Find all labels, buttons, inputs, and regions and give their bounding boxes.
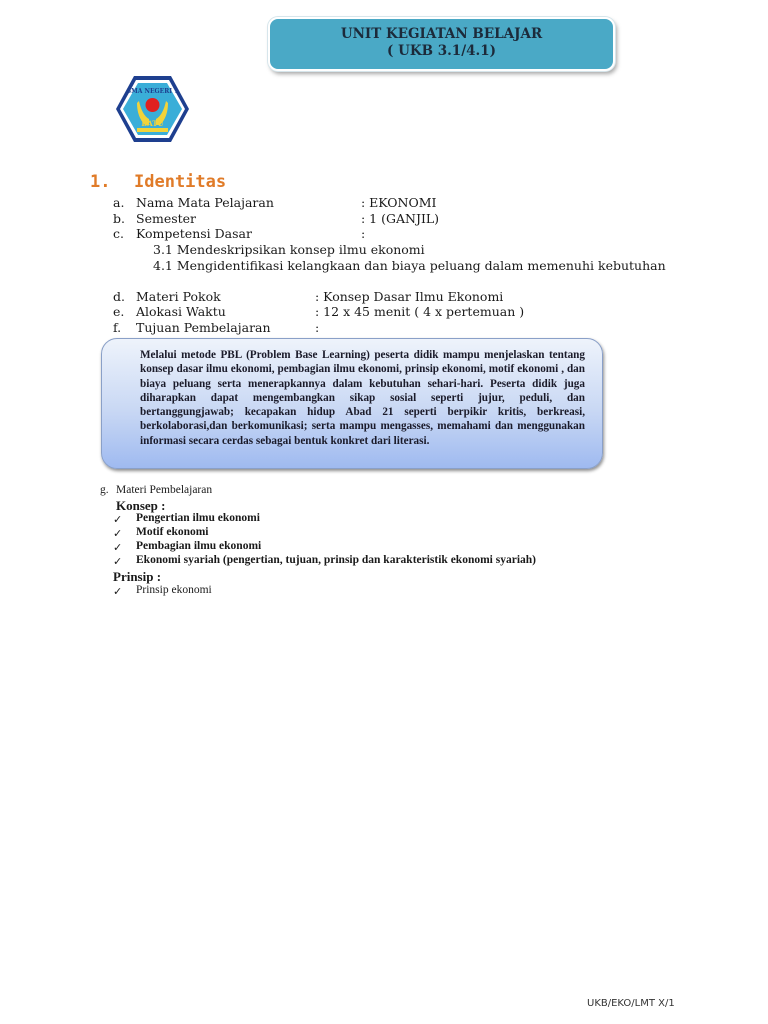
footer-code: UKB/EKO/LMT X/1 xyxy=(587,998,675,1009)
materi-marker: g. xyxy=(100,484,109,496)
identity-item-a xyxy=(113,195,613,211)
section-title: Identitas xyxy=(134,172,227,192)
konsep-item: Ekonomi syariah (pengertian, tujuan, prinsip dan karakteristik ekonomi syariah) xyxy=(136,554,537,566)
konsep-item: Pengertian ilmu ekonomi xyxy=(136,512,260,524)
item-label: Kompetensi Dasar xyxy=(136,226,252,241)
identity-item-f xyxy=(113,320,613,336)
item-label: Semester xyxy=(136,211,197,226)
item-marker: b. xyxy=(113,211,125,226)
title-line-2: ( UKB 3.1/4.1) xyxy=(387,43,496,59)
check-icon: ✓ xyxy=(113,513,123,526)
item-label: Nama Mata Pelajaran xyxy=(136,195,274,210)
check-icon: ✓ xyxy=(113,527,123,540)
school-logo xyxy=(115,75,190,143)
tujuan-pembelajaran-box xyxy=(101,338,603,469)
identity-item-d xyxy=(113,289,613,305)
konsep-heading: Konsep : xyxy=(116,498,166,513)
tujuan-text: Melalui metode PBL (Problem Base Learning) peserta didik mampu menjelaskan tentang konsep dasar ilmu ekonomi, pembagian ilmu ekonomi, prinsip ekonomi, motif ekonomi , dan biaya peluang serta menerapkannya dalam kebutuhan sehari-hari. Peserta didik juga diharapkan dapat mengembangkan sikap sosial seperti jujur, peduli, dan bertanggungjawab; kecapakan hidup Abad 21 seperti berpikir kritis, berkreasi, berkolaborasi,dan berkomunikasi; serta mampu mengasses, memahami dan menggunakan informasi secara cerdas sebagai bentuk konkret dari literasi. xyxy=(140,349,585,447)
check-icon: ✓ xyxy=(113,555,123,568)
item-marker: a. xyxy=(113,195,125,210)
materi-label: Materi Pembelajaran xyxy=(116,484,213,496)
item-value: : EKONOMI xyxy=(361,195,437,210)
item-value: : 1 (GANJIL) xyxy=(361,211,440,226)
identity-item-c xyxy=(113,226,613,242)
item-marker: e. xyxy=(113,304,125,319)
item-label: Materi Pokok xyxy=(136,289,221,304)
konsep-item: Pembagian ilmu ekonomi xyxy=(136,540,262,552)
section-number: 1. xyxy=(90,172,111,192)
item-label: Alokasi Waktu xyxy=(136,304,226,319)
item-value: : xyxy=(361,226,366,241)
section-heading xyxy=(90,172,226,192)
identity-item-b xyxy=(113,211,613,227)
item-value: : xyxy=(315,320,320,335)
identity-item-e xyxy=(113,304,613,320)
item-label: Tujuan Pembelajaran xyxy=(136,320,271,335)
item-marker: f. xyxy=(113,320,122,335)
item-marker: c. xyxy=(113,226,124,241)
item-value: : Konsep Dasar Ilmu Ekonomi xyxy=(315,289,504,304)
school-emblem-icon xyxy=(115,75,190,143)
prinsip-heading: Prinsip : xyxy=(113,569,162,584)
check-icon: ✓ xyxy=(113,541,123,554)
svg-text:BATU: BATU xyxy=(141,119,164,128)
prinsip-item: Prinsip ekonomi xyxy=(136,584,212,596)
title-banner xyxy=(268,17,615,71)
konsep-item: Motif ekonomi xyxy=(136,526,209,538)
kompetensi-4-1: 4.1 Mengidentifikasi kelangkaan dan biaya peluang dalam memenuhi kebutuhan xyxy=(153,258,666,273)
svg-text:SMA NEGERI 1: SMA NEGERI 1 xyxy=(126,88,179,95)
kompetensi-3-1: 3.1 Mendeskripsikan konsep ilmu ekonomi xyxy=(153,242,425,257)
check-icon: ✓ xyxy=(113,585,123,598)
title-line-1: UNIT KEGIATAN BELAJAR xyxy=(340,26,543,42)
item-marker: d. xyxy=(113,289,125,304)
item-value: : 12 x 45 menit ( 4 x pertemuan ) xyxy=(315,304,525,319)
